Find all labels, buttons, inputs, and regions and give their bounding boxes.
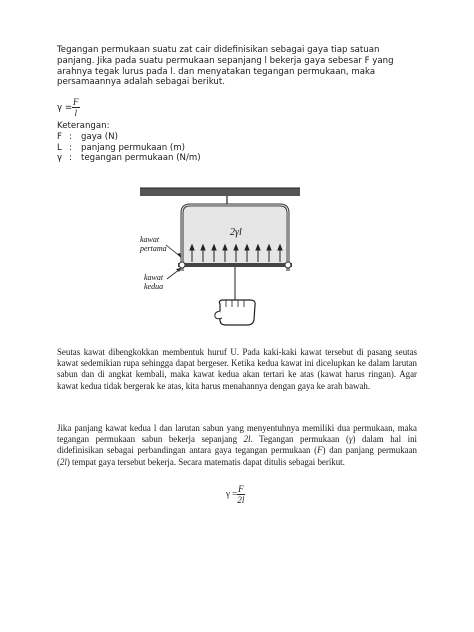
intro-line-1: Tegangan permukaan suatu zat cair didefinisikan sebagai gaya tiap satuan	[57, 45, 380, 55]
formula-final-fraction	[237, 484, 245, 505]
formula-final-numerator: F	[238, 484, 244, 494]
formula-numerator: F	[73, 97, 79, 107]
intro-paragraph	[57, 45, 417, 88]
keterangan-colon: :	[69, 131, 72, 142]
formula-surface-tension	[57, 97, 137, 118]
formula-final	[226, 484, 286, 505]
intro-line-4: persamaannya adalah sebagai berikut.	[57, 77, 225, 88]
keterangan-desc: panjang permukaan (m)	[81, 142, 186, 153]
second-wire	[178, 263, 292, 267]
keterangan-desc: tegangan permukaan (N/m)	[81, 153, 201, 164]
italic-run: γ	[348, 434, 353, 445]
text-run: Jika panjang kawat kedua l dan larutan sabun yang menyentuhnya memiliki dua permukaan, maka tegangan permukaan sabun bekerja sepanjang	[57, 423, 417, 445]
formula-fraction	[72, 97, 80, 118]
paragraph-definition-text	[57, 423, 417, 468]
italic-run: 2l	[59, 456, 67, 467]
intro-line-3: arahnya tegak lurus pada l. dan menyatakan tegangan permukaan, maka	[57, 66, 376, 77]
paragraph-u-wire	[57, 347, 417, 392]
keterangan-colon: :	[69, 153, 72, 164]
label-kawat-pertama-2: pertama	[140, 244, 167, 253]
formula-lhs: γ =	[57, 103, 73, 113]
paragraph-u-wire-text: Seutas kawat dibengkokkan membentuk huruf U. Pada kaki-kaki kawat tersebut di pasang seutas kawat sedemikian rupa sehingga dapat bergeser. Ketika kedua kawat ini dicelupkan ke dalam larutan sabun dan di angkat kembali, maka kawat kedua akan tertari ke atas (kawat harus ringan). Agar kawat kedua tidak bergerak ke atas, kita harus menahannya dengan gaya ke arah bawah.	[57, 347, 417, 391]
text-run: ) dalam hal ini didefinisikan sebagai perbandingan antara gaya tegangan permukaan (	[57, 434, 418, 456]
text-run: ) dan panjang permukaan (	[57, 445, 417, 467]
label-kawat-kedua-2: kedua	[144, 282, 164, 291]
italic-run: 2l.	[243, 434, 253, 445]
italic-run: F	[317, 445, 323, 456]
text-run: ) tempat gaya tersebut bekerja. Secara matematis dapat ditulis sebagai berikut.	[66, 456, 345, 467]
keterangan-symbol: F	[57, 131, 62, 142]
keterangan-symbol: L	[57, 142, 62, 153]
intro-line-2: panjang. Jika pada suatu permukaan sepanjang l bekerja gaya sebesar F yang	[57, 55, 394, 66]
label-kawat-kedua-1: kawat	[144, 273, 164, 282]
u-wire-diagram	[130, 183, 300, 333]
paragraph-definition	[57, 423, 417, 468]
keterangan-item	[57, 132, 307, 143]
keterangan-desc: gaya (N)	[81, 131, 118, 142]
keterangan-item	[57, 143, 307, 154]
hand-pulling-icon	[215, 300, 255, 325]
label-kawat-pertama-1: kawat	[140, 235, 160, 244]
text-run: Tegangan permukaan (	[252, 434, 349, 445]
keterangan-symbol: γ	[57, 153, 63, 164]
keterangan-colon: :	[69, 142, 72, 153]
keterangan-item	[57, 153, 307, 164]
keterangan-title: Keterangan:	[57, 121, 110, 131]
keterangan-block	[57, 121, 307, 164]
force-label: 2γl	[230, 227, 242, 238]
u-wire-figure	[130, 183, 300, 333]
support-bar	[140, 188, 300, 196]
formula-denominator: l	[74, 108, 78, 118]
formula-final-denominator: 2l	[237, 495, 245, 505]
formula-final-lhs: γ =	[226, 488, 238, 499]
